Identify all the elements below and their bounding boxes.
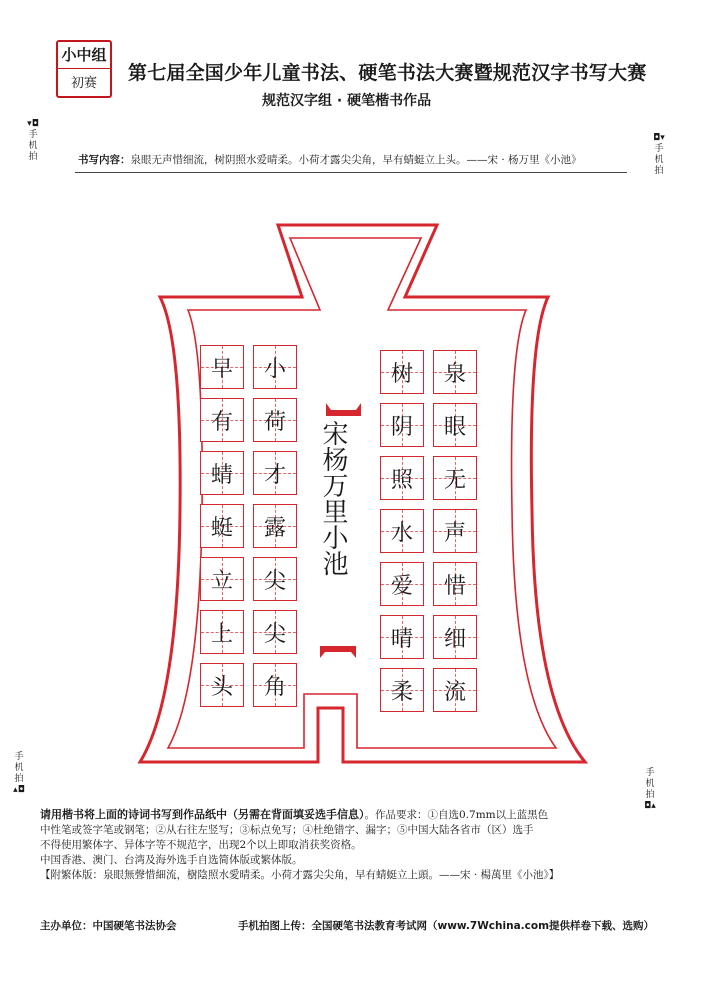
grid-cell: [380, 668, 424, 712]
grid-cell: [433, 615, 477, 659]
grid-char: 有: [210, 409, 233, 435]
grid-cell: [433, 350, 477, 394]
grid-cell: [200, 345, 244, 389]
grid-cell: [253, 398, 297, 442]
grid-char: 柔: [390, 679, 413, 705]
top-banner-mark: [326, 403, 361, 416]
instructions-l2: 中性笔或签字笔或钢笔；②从右往左竖写；③标点免写；④杜绝错字、漏字；⑤中国大陆各省市（区）选手: [40, 824, 534, 836]
grid-cell: [380, 403, 424, 447]
grid-cell: [433, 509, 477, 553]
grid-cell: [253, 345, 297, 389]
instructions-l1: 。作品要求：①自选0.7mm以上蓝黑色: [364, 809, 549, 821]
grid-char: 眼: [443, 414, 466, 440]
grid-cell: [433, 403, 477, 447]
grid-char: 角: [263, 674, 286, 700]
grid-cell: [200, 504, 244, 548]
instructions: [40, 807, 670, 883]
content-label: 书写内容：: [78, 154, 131, 166]
grid-char: 立: [210, 568, 233, 594]
grid-cell: [200, 451, 244, 495]
grid-cell: [253, 610, 297, 654]
organizer: 主办单位：中国硬笔书法协会: [40, 920, 177, 932]
content-text: 泉眼无声惜细流，树阴照水爱晴柔。小荷才露尖尖角，早有蜻蜓立上头。——宋 · 杨万里《小池》: [130, 154, 582, 166]
grid-char: 声: [443, 520, 466, 546]
camera-icon: ◘▾: [653, 133, 665, 143]
badge-group: 小中组: [58, 44, 110, 69]
grid-cell: [380, 562, 424, 606]
grid-cell: [433, 456, 477, 500]
phone-marker-top-right: ◘▾ 手 机 拍: [653, 133, 665, 176]
grid-char: 头: [210, 674, 233, 700]
grid-cell: [200, 610, 244, 654]
page-subtitle: 规范汉字组 · 硬笔楷书作品: [262, 93, 432, 109]
grid-cell: [380, 509, 424, 553]
grid-cell: [380, 615, 424, 659]
grid-cell: [253, 557, 297, 601]
grid-char: 露: [263, 515, 286, 541]
grid-cell: [200, 398, 244, 442]
grid-char: 照: [390, 467, 413, 493]
grid-char: 爱: [390, 573, 413, 599]
camera-icon: ◘▴: [644, 801, 656, 811]
grid-char: 尖: [263, 568, 286, 594]
instructions-l3: 不得使用繁体字、异体字等不规范字，出现2个以上即取消获奖资格。: [40, 839, 362, 851]
grid-cell: [433, 562, 477, 606]
phone-marker-bottom-left: 手 机 拍 ▴◘: [13, 752, 25, 795]
phone-marker-top-left: ▾◘ 手 机 拍: [27, 119, 39, 162]
grid-char: 流: [443, 679, 466, 705]
grid-char: 尖: [263, 621, 286, 647]
grid-char: 阴: [390, 414, 413, 440]
grid-cell: [253, 451, 297, 495]
grid-char: 无: [443, 467, 466, 493]
grid-char: 细: [443, 626, 466, 652]
grid-cell: [253, 663, 297, 707]
phone-marker-bottom-right: 手 机 拍 ◘▴: [644, 768, 656, 811]
grid-char: 才: [263, 462, 286, 488]
grid-char: 上: [210, 621, 233, 647]
grid-cell: [433, 668, 477, 712]
grid-cell: [380, 456, 424, 500]
grid-char: 早: [210, 356, 233, 382]
grid-char: 小: [263, 356, 286, 382]
instructions-lead: 请用楷书将上面的诗词书写到作品纸中（另需在背面填妥选手信息）: [40, 808, 365, 821]
instructions-l4: 中国香港、澳门、台湾及海外选手自选简体版或繁体版。: [40, 854, 303, 866]
bottom-banner-mark: [320, 646, 356, 658]
signature: 宋杨万里小池: [318, 420, 348, 576]
grid-char: 惜: [443, 573, 466, 599]
camera-icon: ▴◘: [13, 785, 25, 795]
grid-cell: [253, 504, 297, 548]
grid-char: 荷: [263, 409, 286, 435]
grid-cell: [200, 663, 244, 707]
badge-round: 初赛: [70, 76, 97, 91]
page-title: 第七届全国少年儿童书法、硬笔书法大赛暨规范汉字书写大赛: [128, 62, 647, 84]
instructions-l5: 【附繁体版：泉眼無聲惜細流，樹陰照水愛晴柔。小荷才露尖尖角，早有蜻蜓立上頭。——宋 · 楊萬里《小池》】: [40, 869, 560, 881]
grid-char: 树: [390, 361, 413, 387]
grid-cell: [200, 557, 244, 601]
grid-char: 蜓: [210, 515, 233, 541]
grid-char: 晴: [390, 626, 413, 652]
camera-icon: ▾◘: [27, 119, 39, 129]
grid-cell: [380, 350, 424, 394]
grid-char: 泉: [443, 361, 466, 387]
upload-info: 手机拍图上传：全国硬笔书法教育考试网（www.7Wchina.com提供样卷下载、选购）: [238, 920, 655, 932]
grid-char: 蜻: [210, 462, 233, 488]
grid-char: 水: [390, 520, 413, 546]
